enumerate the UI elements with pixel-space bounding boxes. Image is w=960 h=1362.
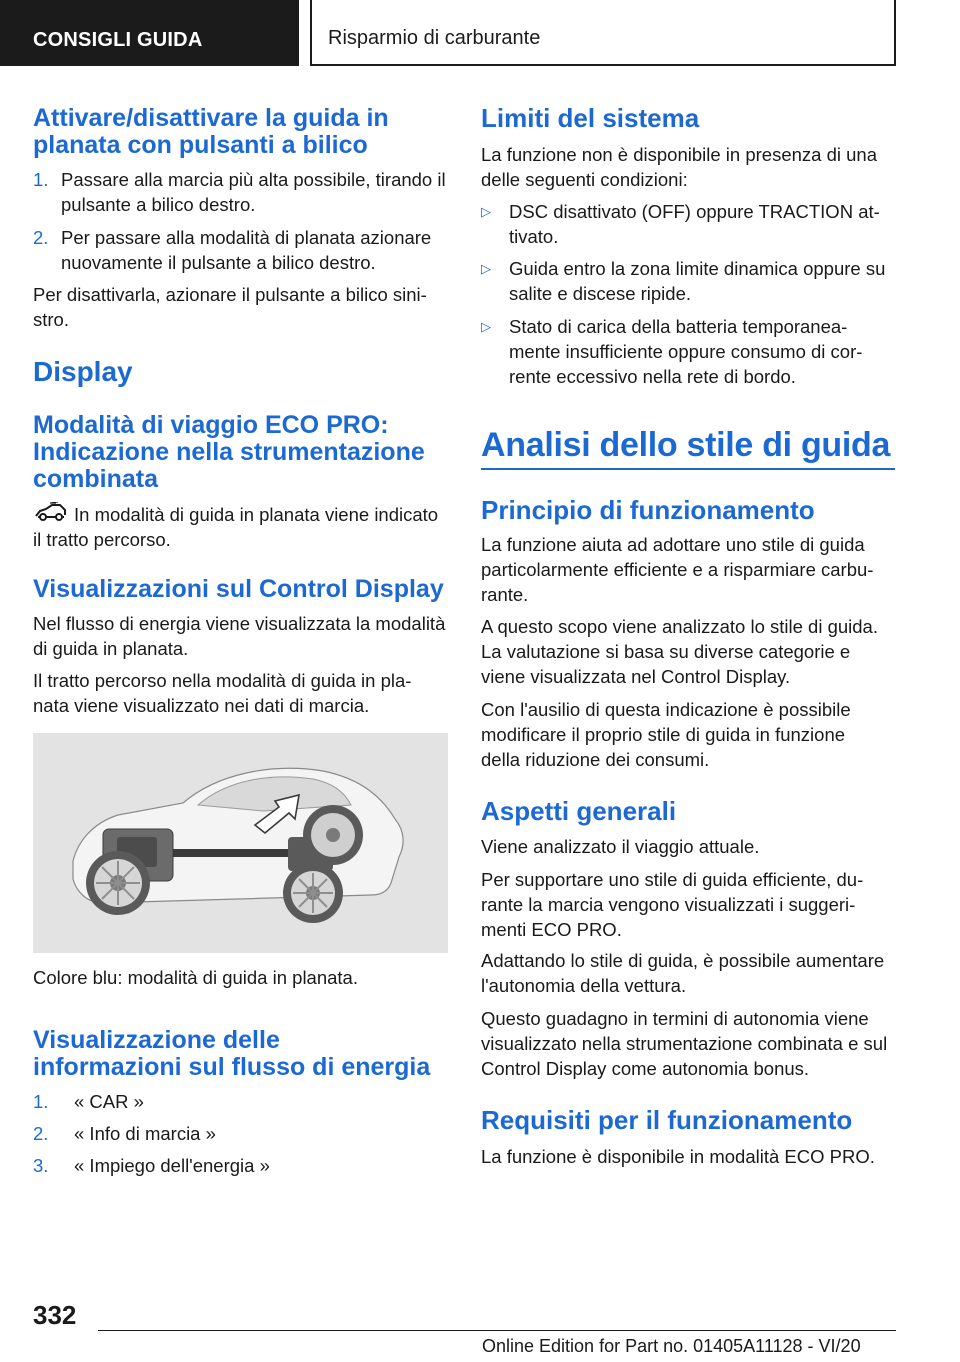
control-paragraph-1: Nel flusso di energia viene visualizzata la modalità di guida in planata. — [33, 613, 446, 659]
requirements-paragraph: La funzione è disponibile in modalità ECO PRO. — [481, 1146, 875, 1167]
heading-eco-pro: Modalità di viaggio ECO PRO: Indicazione nella strumentazione combinata — [33, 411, 425, 493]
heading-analysis: Analisi dello stile di guida — [481, 426, 891, 464]
section-tab — [0, 0, 299, 66]
page-header — [0, 0, 960, 66]
eco-paragraph: In modalità di guida in planata viene indicato il tratto percorso. — [33, 504, 439, 550]
list-item: « Impiego dell'energia » — [74, 1155, 270, 1176]
general-paragraph-1: Viene analizzato il viaggio attuale. — [481, 836, 760, 857]
limit-item: Guida entro la zona limite dinamica oppure su salite e discese ripide. — [509, 258, 886, 304]
edition-note: Online Edition for Part no. 01405A11128 - VI/20 — [482, 1336, 861, 1356]
list-number: 2. — [33, 1123, 49, 1144]
footer-rule — [98, 1330, 896, 1331]
list-item: « CAR » — [74, 1091, 144, 1112]
principle-paragraph-1: La funzione aiuta ad adottare uno stile di guida particolarmente efficiente e a risparmiare carbu- rante. — [481, 534, 874, 605]
heading-principle: Principio di funzionamento — [481, 495, 815, 525]
car-illustration — [33, 733, 448, 953]
figure-caption: Colore blu: modalità di guida in planata. — [33, 967, 358, 988]
heading-limits: Limiti del sistema — [481, 103, 700, 133]
triangle-bullet-icon: ▷ — [481, 261, 491, 276]
general-paragraph-4: Questo guadagno in termini di autonomia viene visualizzato nella strumentazione combinata e sul Control Display come autonomia bonus. — [481, 1008, 888, 1079]
list-number: 1. — [33, 1091, 49, 1112]
chapter-title: Risparmio di carburante — [328, 27, 541, 49]
disable-paragraph: Per disattivarla, azionare il pulsante a bilico sini- stro. — [33, 284, 427, 330]
triangle-bullet-icon: ▷ — [481, 319, 491, 334]
triangle-bullet-icon: ▷ — [481, 204, 491, 219]
page-number: 332 — [33, 1300, 77, 1330]
step-number: 1. — [33, 169, 49, 190]
limits-intro: La funzione non è disponibile in presenza di una delle seguenti condizioni: — [481, 144, 877, 190]
step-text: Passare alla marcia più alta possibile, tirando il pulsante a bilico destro. — [61, 169, 446, 215]
principle-paragraph-2: A questo scopo viene analizzato lo stile di guida. La valutazione si basa su diverse categorie e viene visualizzata nel Control Display. — [481, 616, 878, 687]
limit-item: Stato di carica della batteria temporanea- mente insufficiente oppure consumo di cor- rente eccessivo nella rete di bordo. — [509, 316, 863, 387]
general-paragraph-2: Per supportare uno stile di guida efficiente, du- rante la marcia vengono visualizzati i suggeri- menti ECO PRO. — [481, 869, 864, 940]
step-text: Per passare alla modalità di planata azionare nuovamente il pulsante a bilico destro. — [61, 227, 432, 273]
list-item: « Info di marcia » — [74, 1123, 216, 1144]
heading-glide: Attivare/disattivare la guida in planata con pulsanti a bilico — [33, 104, 389, 159]
limit-item: DSC disattivato (OFF) oppure TRACTION at- tivato. — [509, 201, 880, 247]
chapter-box — [310, 0, 896, 66]
heading-display: Display — [33, 356, 133, 387]
control-paragraph-2: Il tratto percorso nella modalità di guida in pla- nata viene visualizzato nei dati di marcia. — [33, 670, 412, 716]
principle-paragraph-3: Con l'ausilio di questa indicazione è possibile modificare il proprio stile di guida in funzione della riduzione dei consumi. — [481, 699, 851, 770]
heading-energy-flow: Visualizzazione delle informazioni sul flusso di energia — [33, 1026, 431, 1081]
general-paragraph-3: Adattando lo stile di guida, è possibile aumentare l'autonomia della vettura. — [481, 950, 885, 996]
heading-control-display: Visualizzazioni sul Control Display — [33, 575, 444, 603]
step-number: 2. — [33, 227, 49, 248]
heading-general: Aspetti generali — [481, 796, 677, 826]
section-title: CONSIGLI GUIDA — [33, 29, 203, 51]
list-number: 3. — [33, 1155, 49, 1176]
heading-requirements: Requisiti per il funzionamento — [481, 1105, 853, 1135]
section-rule — [481, 468, 895, 470]
